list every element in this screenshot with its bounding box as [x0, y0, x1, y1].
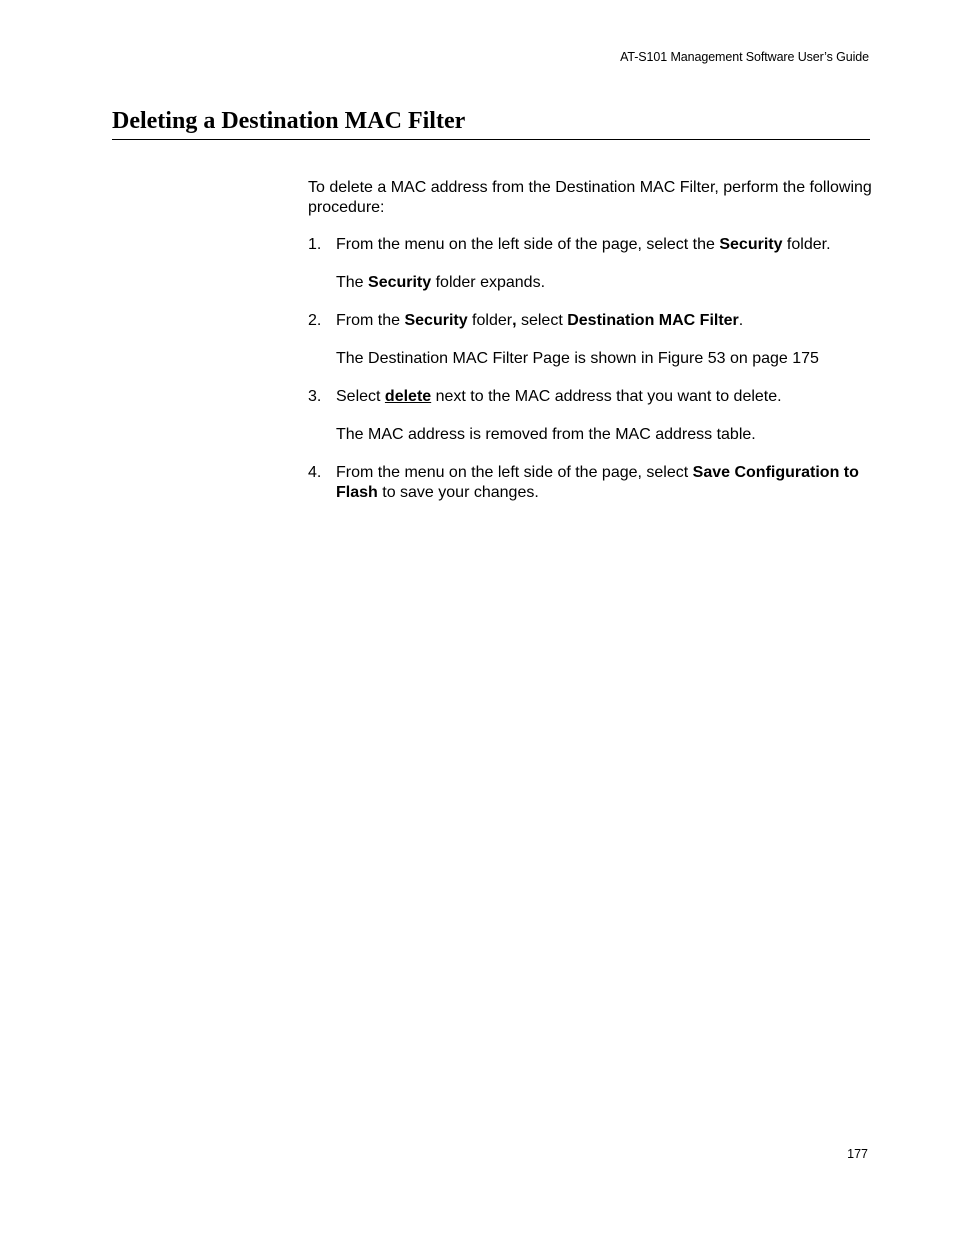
step-text: folder.	[782, 236, 831, 253]
punctuation: ,	[512, 312, 517, 329]
step-number: 1.	[308, 236, 322, 253]
procedure-steps	[308, 235, 874, 503]
result-text: folder expands.	[431, 274, 546, 291]
ui-term-security: Security	[404, 312, 468, 329]
procedure-content	[308, 178, 874, 521]
step-result	[336, 273, 874, 293]
step-2	[308, 311, 874, 369]
step-instruction	[336, 311, 874, 331]
step-text: to save your changes.	[377, 484, 539, 501]
step-1	[308, 235, 874, 293]
step-number: 3.	[308, 388, 322, 405]
step-number: 4.	[308, 464, 322, 481]
running-header: AT-S101 Management Software User’s Guide	[620, 50, 869, 64]
step-number: 2.	[308, 312, 322, 329]
ui-term-save-configuration: Save Configuration to Flash	[336, 464, 859, 501]
ui-term-destination-mac-filter: Destination MAC Filter	[567, 312, 739, 329]
section-title: Deleting a Destination MAC Filter	[112, 107, 870, 140]
step-text: From the	[336, 312, 405, 329]
step-text: .	[738, 312, 744, 329]
step-instruction	[336, 463, 874, 503]
step-text: folder	[467, 312, 513, 329]
step-text: Select	[336, 388, 385, 405]
step-result: The MAC address is removed from the MAC address table.	[336, 426, 756, 443]
step-3	[308, 387, 874, 445]
step-text: From the menu on the left side of the page, select	[336, 464, 693, 481]
result-text: The	[336, 274, 369, 291]
step-text: select	[516, 312, 568, 329]
step-result: The Destination MAC Filter Page is shown in Figure 53 on page 175	[336, 350, 819, 367]
step-text: From the menu on the left side of the page, select the	[336, 236, 720, 253]
step-instruction	[336, 235, 874, 255]
step-instruction	[336, 387, 874, 407]
delete-link[interactable]: delete	[384, 388, 432, 405]
page-number: 177	[847, 1147, 868, 1161]
intro-paragraph: To delete a MAC address from the Destination MAC Filter, perform the following procedure:	[308, 179, 872, 216]
ui-term-security: Security	[719, 236, 783, 253]
ui-term-security: Security	[368, 274, 432, 291]
step-text: next to the MAC address that you want to delete.	[431, 388, 782, 405]
step-4	[308, 463, 874, 503]
